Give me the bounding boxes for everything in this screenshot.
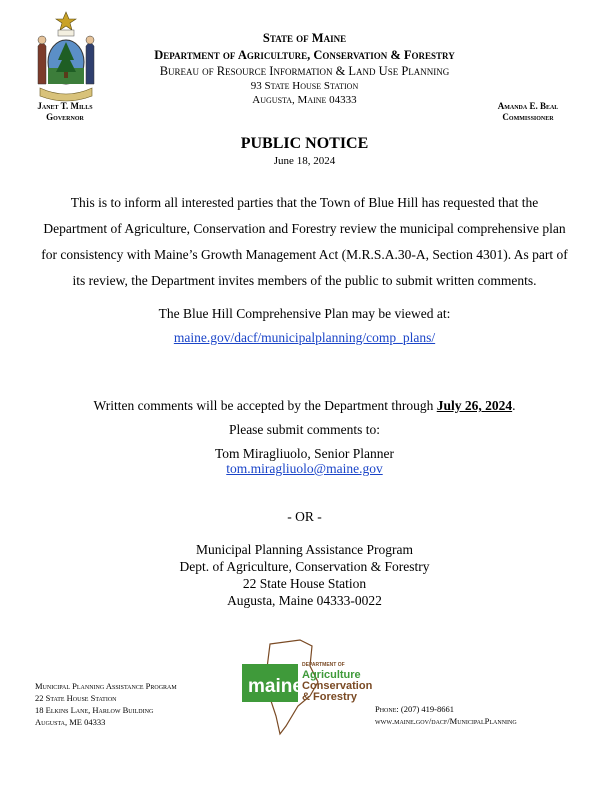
governor-title: Governor bbox=[46, 112, 84, 122]
footer-line-4: Augusta, ME 04333 bbox=[35, 717, 106, 727]
header-address-line2: Augusta, Maine 04333 bbox=[252, 94, 357, 106]
or-separator: - OR - bbox=[287, 509, 322, 524]
footer-line-2: 22 State House Station bbox=[35, 693, 117, 703]
comp-plans-link[interactable]: maine.gov/dacf/municipalplanning/comp_plans/ bbox=[173, 330, 436, 345]
submit-comments-text: Please submit comments to: bbox=[228, 422, 381, 437]
logo-conservation: Conservation bbox=[302, 680, 372, 692]
footer-line-3: 18 Elkins Lane, Harlow Building bbox=[35, 705, 154, 715]
logo-agriculture: Agriculture bbox=[302, 669, 361, 681]
written-suffix: . bbox=[512, 398, 516, 413]
contact-name: Tom Miragliuolo, Senior Planner bbox=[214, 446, 395, 461]
view-plan-text: The Blue Hill Comprehensive Plan may be viewed at: bbox=[158, 306, 451, 321]
notice-title: PUBLIC NOTICE bbox=[240, 135, 369, 152]
header-address-line1: 93 State House Station bbox=[250, 80, 359, 92]
mail-line-4: Augusta, Maine 04333-0022 bbox=[227, 593, 382, 608]
written-prefix: Written comments will be accepted by the Department through bbox=[93, 398, 437, 413]
footer-contact bbox=[375, 703, 517, 727]
commissioner-block bbox=[478, 101, 578, 123]
header-department: Department of Agriculture, Conservation & Forestry bbox=[154, 48, 455, 62]
logo-word: maine bbox=[248, 676, 303, 697]
notice-body: This is to inform all interested parties that the Town of Blue Hill has requested that the Department of Agriculture, Conservation and Forestry review the municipal comprehensive plan for consistency with Maine’s Growth Management Act (M.R.S.A.30-A, Section 4301). As part of its review, the Department invites members of the public to submit written comments. bbox=[41, 195, 568, 288]
mail-line-3: 22 State House Station bbox=[242, 576, 367, 591]
deadline-date: July 26, 2024 bbox=[436, 398, 513, 413]
logo-dept-of: DEPARTMENT OF bbox=[302, 662, 345, 668]
notice-date: June 18, 2024 bbox=[273, 155, 336, 167]
governor-name: Janet T. Mills bbox=[37, 101, 93, 111]
mailing-address bbox=[0, 541, 609, 609]
contact-email-link[interactable]: tom.miragliuolo@maine.gov bbox=[226, 461, 383, 476]
commissioner-name: Amanda E. Beal bbox=[497, 101, 559, 111]
footer-address bbox=[35, 680, 177, 728]
footer-line-1: Municipal Planning Assistance Program bbox=[35, 681, 177, 691]
header-state: State of Maine bbox=[262, 31, 347, 45]
header-bureau: Bureau of Resource Information & Land Use Planning bbox=[159, 64, 450, 78]
written-comments-line bbox=[0, 398, 609, 414]
logo-forestry: & Forestry bbox=[302, 691, 358, 703]
dacf-logo bbox=[240, 636, 372, 736]
footer-website[interactable]: www.maine.gov/dacf/MunicipalPlanning bbox=[375, 716, 517, 726]
footer-phone: Phone: (207) 419-8661 bbox=[375, 704, 454, 714]
governor-block bbox=[20, 101, 110, 123]
commissioner-title: Commissioner bbox=[502, 112, 554, 122]
mail-line-2: Dept. of Agriculture, Conservation & Forestry bbox=[179, 559, 430, 574]
mail-line-1: Municipal Planning Assistance Program bbox=[195, 542, 414, 557]
